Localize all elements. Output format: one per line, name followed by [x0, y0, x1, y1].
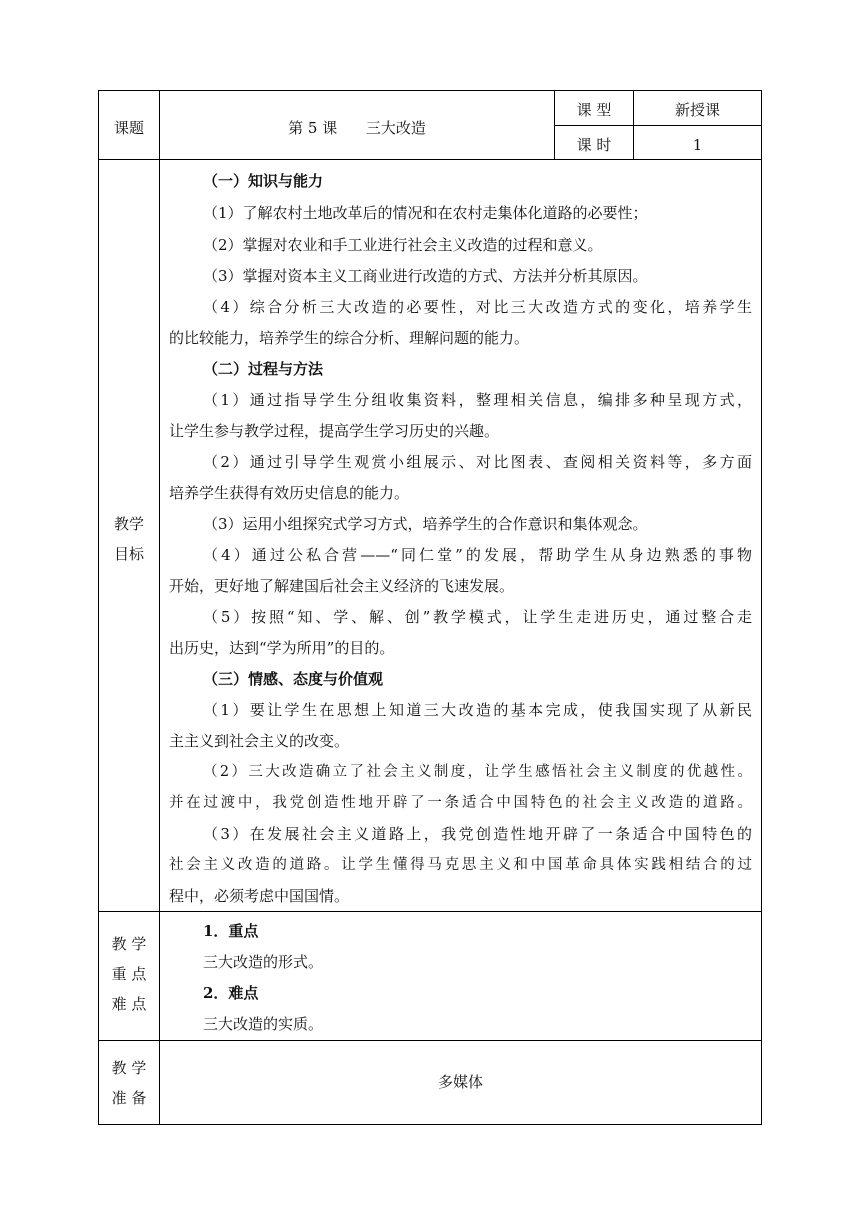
- s3-item1-line2: 主主义到社会主义的改变。: [169, 732, 350, 750]
- s2-item3: （3）运用小组探究式学习方式，培养学生的合作意识和集体观念。: [203, 515, 648, 533]
- s3-item2-line2: 并在过渡中，我党创造性地开辟了一条适合中国特色的社会主义改造的道路。: [169, 795, 752, 811]
- section-process-heading: （二）过程与方法: [203, 360, 324, 378]
- s3-item3-line2: 社会主义改造的道路。让学生懂得马克思主义和中国革命具体实践相结合的过: [169, 857, 752, 873]
- keypoints-bottom-border: [98, 1040, 762, 1041]
- keypoints-label-line1: 教 学: [111, 935, 147, 953]
- label-keti: 课题: [113, 119, 144, 137]
- section-knowledge-heading: （一）知识与能力: [203, 172, 324, 190]
- s3-item1-line1: （1）要让学生在思想上知道三大改造的基本完成，使我国实现了从新民: [203, 701, 752, 719]
- s2-item1-line1: （1）通过指导学生分组收集资料，整理相关信息，编排多种呈现方式，: [203, 391, 752, 409]
- s2-item5-line2: 出历史，达到“学为所用”的目的。: [169, 639, 395, 657]
- s2-item2-line2: 培养学生获得有效历史信息的能力。: [169, 484, 410, 502]
- s2-item2-line1: （2）通过引导学生观赏小组展示、对比图表、查阅相关资料等，多方面: [203, 453, 752, 471]
- header-mid-divider: [554, 125, 762, 126]
- preparation-value: 多媒体: [437, 1073, 483, 1091]
- s3-item3-line1: （3）在发展社会主义道路上，我党创造性地开辟了一条适合中国特色的: [203, 825, 752, 843]
- key-point-heading: 1．重点: [203, 922, 259, 940]
- objectives-bottom-border: [98, 911, 762, 912]
- keypoints-label-line3: 难 点: [111, 995, 147, 1013]
- s3-item3-line3: 程中，必须考虑中国国情。: [169, 887, 350, 905]
- s3-item2-line1: （2）三大改造确立了社会主义制度，让学生感悟社会主义制度的优越性。: [203, 764, 752, 780]
- lesson-title: 第 5 课 三大改造: [288, 119, 426, 137]
- table-border-right: [761, 90, 762, 1125]
- s2-item4-line1: （4）通过公私合营——“同仁堂”的发展，帮助学生从身边熟悉的事物: [203, 546, 752, 564]
- s2-item1-line2: 让学生参与教学过程，提高学生学习历史的兴趣。: [169, 422, 500, 440]
- preparation-label-line1: 教 学: [111, 1059, 147, 1077]
- s2-item4-line2: 开始，更好地了解建国后社会主义经济的飞速发展。: [169, 577, 515, 595]
- label-course-type: 课 型: [576, 101, 612, 119]
- key-point-text: 三大改造的形式。: [203, 953, 324, 971]
- table-border-bottom: [98, 1124, 762, 1125]
- class-hours-value: 1: [692, 136, 703, 154]
- table-border-top: [98, 90, 762, 91]
- s2-item5-line1: （5）按照“知、学、解、创”教学模式，让学生走进历史，通过整合走: [203, 608, 752, 626]
- objectives-label-line1: 教学: [113, 515, 144, 533]
- keypoints-label-line2: 重 点: [111, 965, 147, 983]
- preparation-label-line2: 准 备: [111, 1089, 147, 1107]
- section-values-heading: （三）情感、态度与价值观: [203, 670, 384, 688]
- s1-item4-line2: 的比较能力，培养学生的综合分析、理解问题的能力。: [169, 329, 530, 347]
- s1-item2: （2）掌握对农业和手工业进行社会主义改造的过程和意义。: [203, 236, 603, 254]
- course-type-value: 新授课: [674, 101, 720, 119]
- s1-item4-line1: （4）综合分析三大改造的必要性，对比三大改造方式的变化，培养学生: [203, 298, 752, 316]
- header-bottom-border: [98, 159, 762, 160]
- objectives-label-line2: 目标: [113, 545, 144, 563]
- s1-item3: （3）掌握对资本主义工商业进行改造的方式、方法并分析其原因。: [203, 267, 648, 285]
- label-class-hours: 课 时: [576, 136, 612, 154]
- difficult-point-heading: 2．难点: [203, 984, 259, 1002]
- label-column-divider: [159, 90, 160, 1125]
- s1-item1: （1）了解农村土地改革后的情况和在农村走集体化道路的必要性；: [203, 204, 648, 222]
- difficult-point-text: 三大改造的实质。: [203, 1015, 324, 1033]
